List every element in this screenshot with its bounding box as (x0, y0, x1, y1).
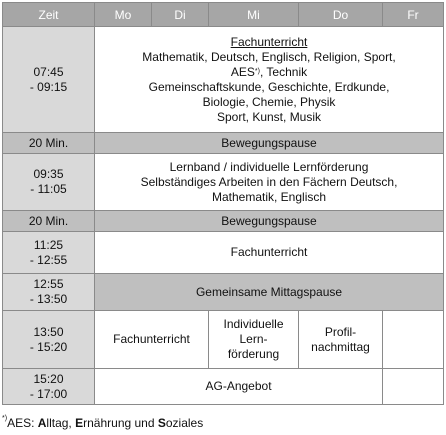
lernband-line: Lernband / individuelle Lernförderung (169, 159, 369, 174)
table-row (3, 369, 444, 405)
table-row (3, 311, 444, 369)
time-end: - 09:15 (29, 79, 68, 94)
time-cell (3, 311, 95, 369)
footnote-text: AES: (7, 416, 38, 430)
header-mi: Mi (209, 3, 299, 27)
time-start: 13:50 (33, 324, 64, 339)
time-end: - 13:50 (29, 292, 68, 306)
time-cell (3, 274, 95, 311)
pause-time: 20 Min. (3, 133, 95, 154)
fachunterricht-cell: Fachunterricht (95, 311, 209, 369)
time-start: 15:20 (33, 371, 64, 386)
time-end: - 11:05 (30, 182, 67, 196)
header-row (3, 3, 444, 27)
lernband-block (95, 154, 444, 211)
table-row (3, 274, 444, 311)
table-row (3, 154, 444, 211)
header-mo: Mo (95, 3, 152, 27)
fachunterricht-cell: Fachunterricht (95, 232, 444, 274)
profil-line: Profil- (324, 324, 357, 339)
table-row (3, 232, 444, 274)
pause-label: Bewegungspause (95, 133, 444, 154)
footnote-text: rnährung und (83, 416, 158, 430)
time-start: 11:25 (33, 237, 64, 252)
footnote-mark: *) (2, 415, 8, 422)
fachunterricht-block (95, 27, 444, 133)
footnote-initial: E (75, 416, 84, 430)
header-zeit: Zeit (3, 3, 95, 27)
footnote-initial: A (37, 416, 47, 430)
ag-angebot-cell: AG-Angebot (95, 369, 383, 405)
indiv-line: Lern- (239, 332, 268, 346)
lernband-line: Selbständiges Arbeiten in den Fächern Deutsch, (140, 174, 398, 189)
footnote-text: oziales (165, 416, 204, 430)
subject-line: Sport, Kunst, Musik (216, 109, 322, 124)
pause-label: Bewegungspause (95, 211, 444, 232)
empty-fr-cell (383, 369, 444, 405)
footnote (2, 416, 203, 430)
profil-line: nachmittag (311, 339, 370, 354)
time-cell (3, 369, 95, 405)
indiv-line: förderung (227, 347, 280, 361)
time-end: - 15:20 (29, 339, 68, 354)
pause-time: 20 Min. (3, 211, 95, 232)
header-fr: Fr (383, 3, 444, 27)
table-row (3, 27, 444, 133)
empty-fr-cell (383, 311, 444, 369)
header-di: Di (152, 3, 209, 27)
indiv-line: Individuelle (223, 317, 284, 331)
time-start: 09:35 (33, 167, 64, 181)
lernfoerderung-cell (209, 311, 299, 369)
pause-row (3, 211, 444, 232)
footnote-mark: *) (254, 67, 260, 75)
time-end: - 17:00 (29, 386, 68, 401)
aes-text: AES (230, 64, 255, 79)
technik-text: , Technik (259, 64, 308, 79)
lernband-line: Mathematik, Englisch (211, 189, 327, 204)
time-cell (3, 232, 95, 274)
time-start: 12:55 (33, 277, 64, 291)
footnote-text: lltag, (46, 416, 76, 430)
pause-row (3, 133, 444, 154)
footnote-initial: S (157, 416, 166, 430)
subject-line: Gemeinschaftskunde, Geschichte, Erdkunde, (148, 79, 390, 94)
subject-line-aes (95, 65, 443, 80)
time-cell (3, 27, 95, 133)
timetable (2, 2, 444, 405)
time-start: 07:45 (33, 64, 64, 79)
subject-line: Biologie, Chemie, Physik (202, 94, 336, 109)
header-do: Do (299, 3, 383, 27)
profilnachmittag-cell (299, 311, 383, 369)
subject-line: Mathematik, Deutsch, Englisch, Religion, Sport, (142, 49, 396, 64)
time-cell (3, 154, 95, 211)
block-title: Fachunterricht (230, 34, 308, 49)
time-end: - 12:55 (29, 252, 68, 267)
mittagspause-cell: Gemeinsame Mittagspause (95, 274, 444, 311)
